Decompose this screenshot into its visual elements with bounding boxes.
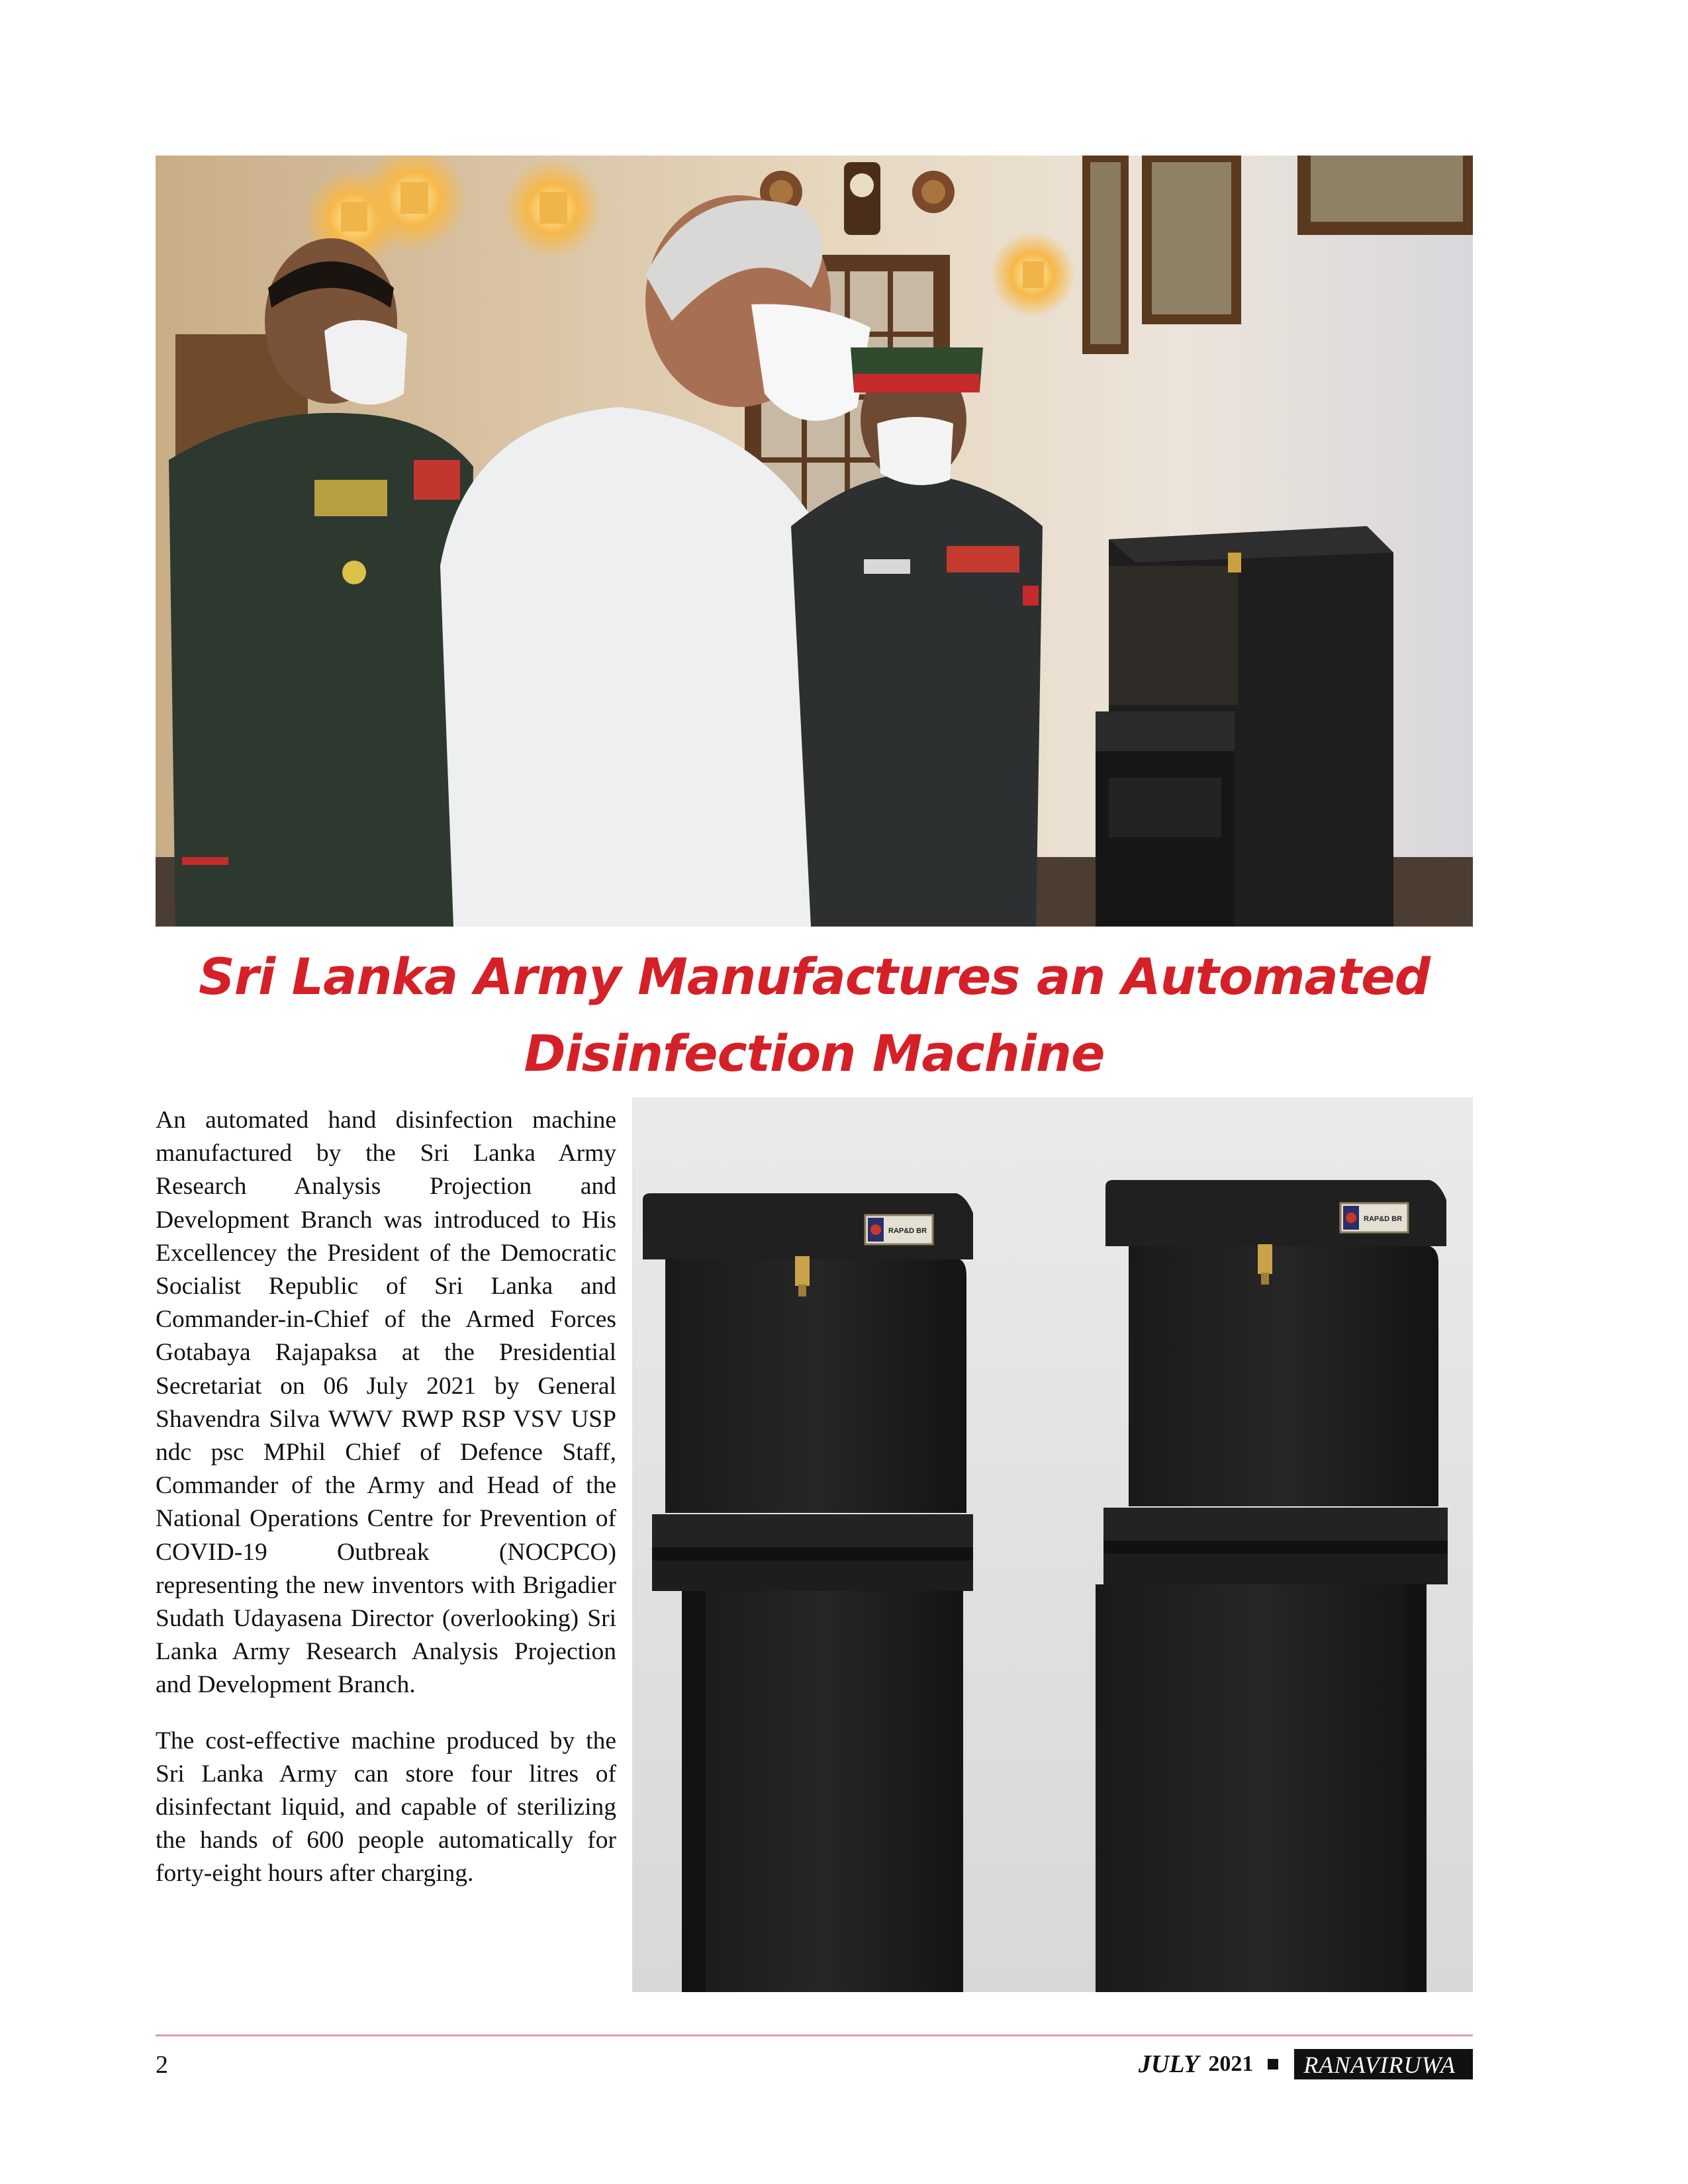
footer-issue xyxy=(1139,2049,1473,2079)
article-paragraph-1: An automated hand disinfection machine manufactured by the Sri Lanka Army Research Analysis Projection and Development Branch was introduced to His Excellencey the President of the Democratic Socialist Republic of Sri Lanka and Commander-in-Chief of the Armed Forces Gotabaya Rajapaksa at the Presidential Secretariat on 06 July 2021 by General Shavendra Silva WWV RWP RSP VSV USP ndc psc MPhil Chief of Defence Staff, Commander of the Army and Head of the National Operations Centre for Prevention of COVID-19 Outbreak (NOCPCO) representing the new inventors with Brigadier Sudath Udayasena Director (overlooking) Sri Lanka Army Research Analysis Projection and Development Branch. xyxy=(156,1107,616,1699)
issue-year: 2021 xyxy=(1208,2052,1254,2076)
footer-divider xyxy=(156,2034,1473,2036)
machines-photo xyxy=(632,1097,1473,1992)
article-title-line-1: Sri Lanka Army Manufactures an Automated xyxy=(198,947,1430,1006)
machine-right-badge: RAP&D BR xyxy=(1364,1215,1403,1223)
article-body xyxy=(156,1104,616,1913)
issue-month: JULY xyxy=(1138,2050,1199,2078)
machine-right xyxy=(1096,1180,1448,1992)
machine-left xyxy=(643,1193,973,1992)
article-title xyxy=(156,938,1473,1092)
two-disinfection-machines-photo xyxy=(632,1097,1473,1992)
magazine-name: RANAVIRUWA xyxy=(1294,2049,1473,2079)
article-paragraph-2: The cost-effective machine produced by the Sri Lanka Army can store four litres of disinfectant liquid, and capable of sterilizing the hands of 600 people automatically for forty-eight hours after charging. xyxy=(156,1727,616,1888)
president-inspecting-machine-photo xyxy=(156,156,1473,927)
page-number: 2 xyxy=(156,2051,168,2079)
top-photo xyxy=(156,156,1473,927)
machine-left-badge: RAP&D BR xyxy=(888,1227,927,1235)
square-bullet-icon xyxy=(1268,2059,1278,2070)
article-title-line-2: Disinfection Machine xyxy=(524,1024,1105,1083)
